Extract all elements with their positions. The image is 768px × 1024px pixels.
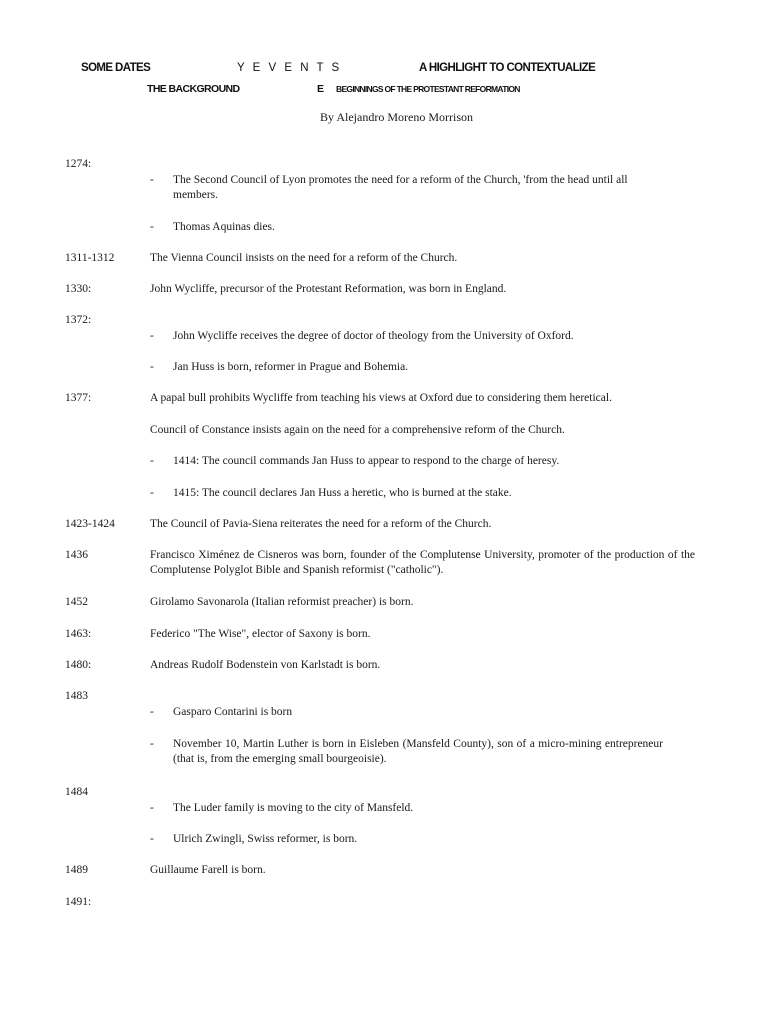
header-line2-part1: THE BACKGROUND [147,83,240,95]
bullet-text: Jan Huss is born, reformer in Prague and Bohemia. [173,361,409,373]
bullet-text: Ulrich Zwingli, Swiss reformer, is born. [173,833,358,845]
bullet-text: Gasparo Contarini is born [173,706,293,718]
entry-text: Girolamo Savonarola (Italian reformist preacher) is born. [150,596,414,608]
entry-year: 1483 [65,690,88,702]
entry-text: Francisco Ximénez de Cisneros was born, founder of the Complutense University, promoter of the production of the Complutense Polyglot Bible and Spanish reformist ("catholic"). [150,549,695,576]
entry-text: Federico "The Wise", elector of Saxony is born. [150,628,371,640]
header-line2-part3: BEGINNINGS OF THE PROTESTANT REFORMATION [336,84,520,94]
bullet-dash: - [150,174,154,186]
entry-year: 1436 [65,549,88,561]
bullet-text: The Second Council of Lyon promotes the need for a reform of the Church, 'from the head until all members. [173,174,628,201]
entry-text: Council of Constance insists again on the need for a comprehensive reform of the Church. [150,424,565,436]
bullet-text: 1415: The council declares Jan Huss a heretic, who is burned at the stake. [173,487,512,499]
bullet-text: John Wycliffe receives the degree of doctor of theology from the University of Oxford. [173,330,574,342]
bullet-dash: - [150,802,154,814]
entry-year: 1372: [65,314,92,326]
entry-year: 1491: [65,896,92,908]
entry-year: 1311-1312 [65,252,115,264]
entry-year: 1452 [65,596,88,608]
entry-text: Andreas Rudolf Bodenstein von Karlstadt is born. [150,659,381,671]
entry-text: John Wycliffe, precursor of the Protestant Reformation, was born in England. [150,283,507,295]
bullet-text: Thomas Aquinas dies. [173,221,275,233]
bullet-text: November 10, Martin Luther is born in Eisleben (Mansfeld County), son of a micro-mining entrepreneur (that is, from the emerging small bourgeoisie). [173,738,663,765]
bullet-dash: - [150,738,154,750]
header-line1-part2: Y E V E N T S [237,62,342,74]
entry-year: 1463: [65,628,92,640]
bullet-text: The Luder family is moving to the city of Mansfeld. [173,802,414,814]
bullet-text: 1414: The council commands Jan Huss to appear to respond to the charge of heresy. [173,455,560,467]
header-line2-part2: E [317,83,324,95]
bullet-dash: - [150,487,154,499]
entry-text: The Council of Pavia-Siena reiterates the need for a reform of the Church. [150,518,492,530]
entry-year: 1274: [65,158,92,170]
entry-text: Guillaume Farell is born. [150,864,266,876]
bullet-dash: - [150,455,154,467]
entry-year: 1423-1424 [65,518,115,530]
entry-text: The Vienna Council insists on the need for a reform of the Church. [150,252,458,264]
bullet-dash: - [150,330,154,342]
bullet-dash: - [150,221,154,233]
bullet-dash: - [150,833,154,845]
entry-year: 1377: [65,392,92,404]
author-line: By Alejandro Moreno Morrison [320,110,473,124]
entry-year: 1480: [65,659,92,671]
bullet-dash: - [150,706,154,718]
bullet-dash: - [150,361,154,373]
entry-year: 1484 [65,786,88,798]
header-line1-part1: SOME DATES [81,62,151,74]
entry-text: A papal bull prohibits Wycliffe from teaching his views at Oxford due to considering them heretical. [150,392,612,404]
header-line1-part3: A HIGHLIGHT TO CONTEXTUALIZE [419,62,596,74]
entry-year: 1489 [65,864,88,876]
entry-year: 1330: [65,283,92,295]
